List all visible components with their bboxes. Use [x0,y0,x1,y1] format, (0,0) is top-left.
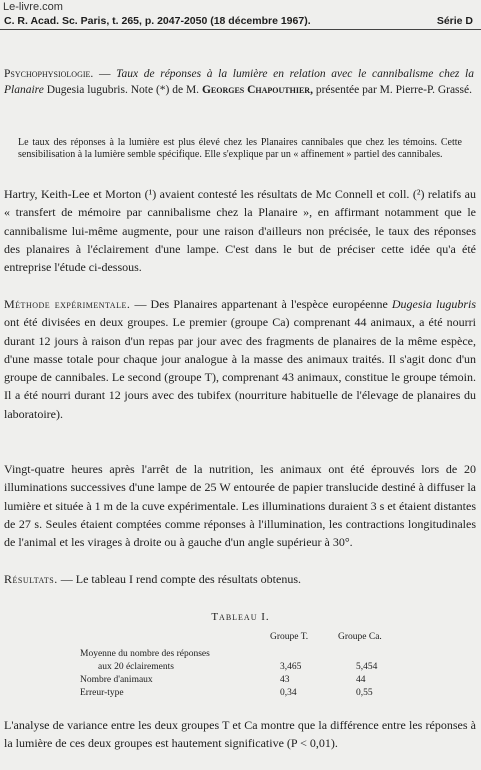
species-name: Dugesia lugubris. [46,84,128,96]
method-heading: Méthode expérimentale. [4,297,131,311]
row-label: Nombre d'animaux [80,675,153,685]
header-divider [0,29,481,30]
analysis-paragraph: L'analyse de variance entre les deux groupes T et Ca montre que la différence entre les réponses à la lumière de ces deux groupes est hautement significative (P < 0,01). [4,718,476,751]
note-prefix: Note (*) de M. [130,84,200,96]
watermark: Le-livre.com [3,1,63,13]
intro-paragraph: Hartry, Keith-Lee et Morton (¹) avaient contesté les résultats de Mc Connell et coll. (²) relatifs au « transfert de mémoire par cannibalisme chez la Planaire », en affirmant notamment que le cannibalisme lui-même augmente, pour une raison d'ailleurs non précisée, le taux des réponses des planaires à l'éclairement d'une lampe. C'est dans le but de préciser cette idée qu'a été entreprise l'étude ci-dessous. [4,187,476,275]
value-ca: 44 [356,675,366,685]
abstract: Le taux des réponses à la lumière est plus élevé chez les Planaires cannibales que chez les témoins. Cette sensibilisation à la lumière semble spécifique. Elle s'explique par un « affinement » partiel des cannibales. [18,137,462,160]
row-label: Moyenne du nombre des réponses [80,649,210,659]
value-t: 43 [280,675,290,685]
journal-series: Série D [436,15,473,27]
row-label: Erreur-type [80,688,124,698]
method-text-b: ont été divisées en deux groupes. Le premier (groupe Ca) comprenant 44 animaux, a été nourri durant 12 jours à raison d'un repas par jour avec des fragments de planaires de la même espèce, d'une masse totale pour chaque jour analogue à la masse des animaux traités. Il s'agit donc d'un groupe de cannibales. Le second (groupe T), comprenant 43 animaux, constitue le groupe témoin. Il a été nourri durant 12 jours avec des tubifex (nourriture habituelle de l'élevage de planaires du laboratoire). [4,315,476,421]
value-ca: 5,454 [356,662,378,672]
journal-header [4,15,473,27]
results-paragraph [4,570,476,588]
results-heading: Résultats. [4,572,58,586]
author-name: Georges Chapouthier, [201,84,313,96]
paper-title: Psychophysiologie. — Taux de réponses à la lumière en relation avec le cannibalisme chez la Planaire Dugesia lugubris. Note (*) de M. Georges Chapouthier, présentée par M. Pierre-P. Grassé. [4,68,474,96]
value-t: 3,465 [280,662,302,672]
table-title: Tableau I. [211,611,270,623]
row-label-continued: aux 20 éclairements [98,662,174,672]
method-text-a: — Des Planaires appartenant à l'espèce européenne [134,297,388,311]
results-text: — Le tableau I rend compte des résultats obtenus. [60,572,302,586]
method-paragraph [4,295,476,423]
journal-citation: C. R. Acad. Sc. Paris, t. 265, p. 2047-2050 (18 décembre 1967). [4,15,311,27]
presented-by: présentée par M. Pierre-P. Grassé. [315,84,472,96]
section-name: Psychophysiologie. [4,68,94,80]
method-species: Dugesia lugubris [391,297,476,311]
title-text: Taux de réponses à la lumière en relation avec le cannibalisme chez la Planaire [4,68,474,96]
value-t: 0,34 [280,688,297,698]
protocol-paragraph: Vingt-quatre heures après l'arrêt de la nutrition, les animaux ont été éprouvés lors de 20 illuminations successives d'une lampe de 25 W entourée de papier translucide destiné à diffuser la lumière et située à 1 m de la cuve expérimentale. Les illuminations duraient 3 s et étaient distantes de 27 s. Seules étaient comptées comme réponses à l'illumination, les contractions longitudinales de l'animal et les virages à droite ou à gauche d'un angle supérieur à 30°. [4,462,476,550]
value-ca: 0,55 [356,688,373,698]
column-header-t: Groupe T. [270,632,309,642]
column-header-ca: Groupe Ca. [338,632,382,642]
